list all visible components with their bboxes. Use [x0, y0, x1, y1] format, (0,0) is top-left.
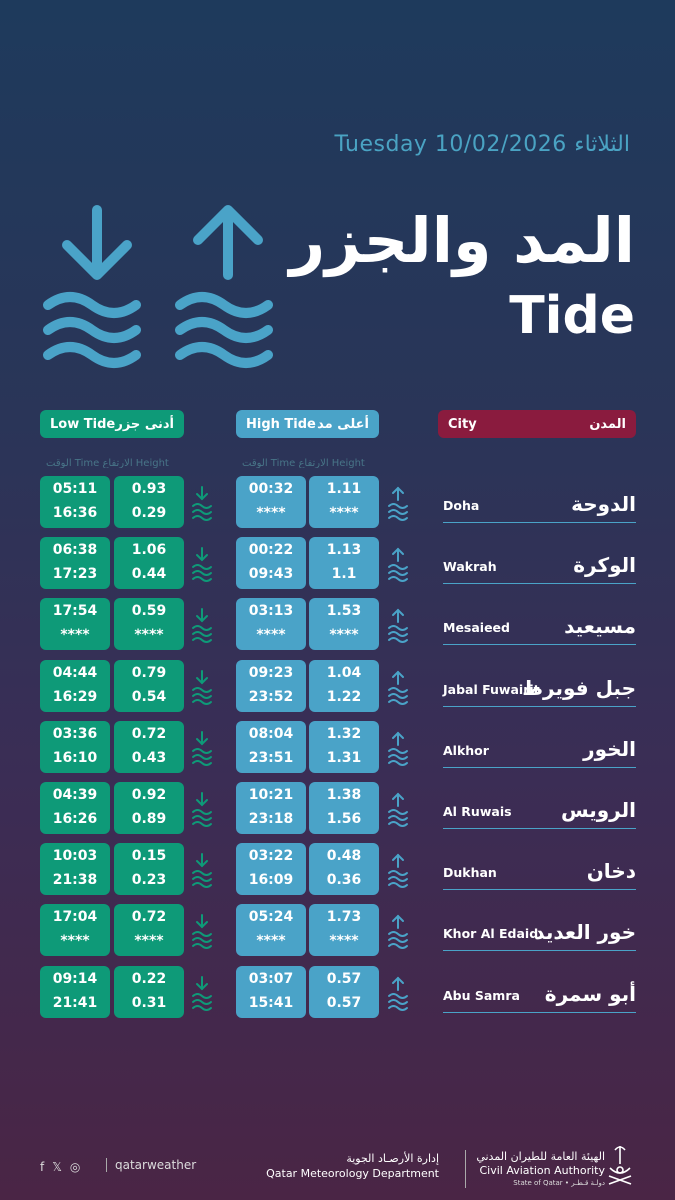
low-tide-height-value: 0.22 [131, 971, 167, 988]
high-tide-time-value: 03:13 [248, 603, 294, 620]
high-tide-time [236, 537, 306, 589]
low-tide-time-value: 21:41 [52, 995, 98, 1011]
low-tide-time-value: **** [60, 627, 90, 643]
high-tide-height-value: 1.13 [326, 542, 362, 559]
low-tide-down-icon [190, 851, 214, 891]
city-row [443, 849, 636, 890]
high-tide-up-icon [386, 790, 410, 830]
high-tide-time [236, 843, 306, 895]
city-row [443, 727, 636, 768]
low-tide-time-value: 21:38 [52, 872, 98, 888]
high-tide-height-value: 0.57 [326, 995, 362, 1011]
high-tide-height [309, 904, 379, 956]
low-tide-time-value: 16:26 [52, 811, 98, 827]
high-tide-height-value: 1.38 [326, 787, 362, 804]
high-tide-header [236, 410, 379, 438]
high-tide-label-ar: أعلى مد [317, 416, 369, 432]
high-tide-height-value: 1.56 [326, 811, 362, 827]
city-name-en: Abu Samra [443, 988, 520, 1003]
caa-authority [465, 1150, 605, 1188]
low-tide-time-value: 16:29 [52, 689, 98, 705]
low-tide-height-value: 0.23 [131, 872, 167, 888]
low-tide-down-icon [190, 545, 214, 585]
social-handle: qatarweather [106, 1158, 196, 1172]
low-tide-down-icon [190, 668, 214, 708]
city-name-ar: خور العديد [534, 920, 636, 944]
high-tide-time-value: 03:07 [248, 971, 294, 988]
city-row [443, 604, 636, 645]
low-tide-height [114, 598, 184, 650]
low-tide-time-value: 17:04 [52, 909, 98, 926]
low-tide-height-value: 0.93 [131, 481, 167, 498]
high-tide-subheader: الوقت Time الارتفاع Height [242, 458, 365, 468]
low-tide-time-value: 04:39 [52, 787, 98, 804]
high-tide-height [309, 598, 379, 650]
high-tide-height [309, 476, 379, 528]
city-row [443, 666, 636, 707]
city-header [438, 410, 636, 438]
low-tide-time [40, 660, 110, 712]
city-name-en: Jabal Fuwairit [443, 682, 540, 697]
high-tide-time [236, 782, 306, 834]
page-title-en: Tide [509, 286, 635, 346]
high-tide-up-icon [386, 545, 410, 585]
low-tide-height-value: **** [134, 627, 164, 643]
low-tide-time-value: 17:23 [52, 566, 98, 582]
low-tide-height-value: 0.79 [131, 665, 167, 682]
low-tide-down-icon [190, 729, 214, 769]
high-tide-up-icon [386, 912, 410, 952]
high-tide-height-value: 0.36 [326, 872, 362, 888]
high-tide-height-value: **** [329, 505, 359, 521]
city-name-ar: مسيعيد [564, 614, 636, 638]
high-tide-up-icon [386, 484, 410, 524]
high-tide-time-value: 10:21 [248, 787, 294, 804]
met-name-en: Qatar Meteorology Department [266, 1166, 439, 1180]
qatar-emblem-icon [605, 1142, 635, 1188]
high-tide-time-value: 09:23 [248, 665, 294, 682]
city-name-en: Dukhan [443, 865, 497, 880]
city-label-ar: المدن [589, 416, 626, 432]
met-department [266, 1152, 439, 1182]
high-tide-height [309, 843, 379, 895]
footer [0, 1150, 675, 1200]
high-tide-height-value: 1.32 [326, 726, 362, 743]
high-tide-height-value: 1.31 [326, 750, 362, 766]
low-tide-height-value: 0.29 [131, 505, 167, 521]
high-tide-height-value: 1.73 [326, 909, 362, 926]
low-tide-height-value: 0.72 [131, 726, 167, 743]
high-tide-time-value: **** [256, 505, 286, 521]
low-tide-down-icon [190, 912, 214, 952]
date-label: Tuesday 10/02/2026 الثلاثاء [334, 132, 630, 157]
high-tide-up-icon [386, 606, 410, 646]
high-tide-time-value: 09:43 [248, 566, 294, 582]
high-tide-time-value: 05:24 [248, 909, 294, 926]
low-tide-height-value: 0.72 [131, 909, 167, 926]
low-tide-height-value: 0.89 [131, 811, 167, 827]
high-tide-time [236, 598, 306, 650]
caa-name-en: Civil Aviation Authority [479, 1164, 605, 1178]
high-tide-up-icon [386, 729, 410, 769]
city-name-ar: جبل فويرط [522, 676, 636, 700]
low-tide-down-icon [190, 484, 214, 524]
city-name-ar: الوكرة [573, 553, 636, 577]
high-tide-height-value: **** [329, 627, 359, 643]
high-tide-time-value: 08:04 [248, 726, 294, 743]
low-tide-time [40, 782, 110, 834]
low-tide-time [40, 476, 110, 528]
city-name-en: Doha [443, 498, 480, 513]
city-row [443, 972, 636, 1013]
instagram-icon[interactable]: ◎ [69, 1160, 81, 1174]
low-tide-height-value: 0.54 [131, 689, 167, 705]
high-tide-height-value: 1.04 [326, 665, 362, 682]
city-name-en: Wakrah [443, 559, 497, 574]
city-name-ar: الخور [583, 737, 636, 761]
city-name-en: Al Ruwais [443, 804, 512, 819]
high-tide-time-value: 23:51 [248, 750, 294, 766]
high-tide-time-value: 03:22 [248, 848, 294, 865]
low-tide-height [114, 782, 184, 834]
low-tide-height-value: 0.44 [131, 566, 167, 582]
low-tide-height-value: 1.06 [131, 542, 167, 559]
high-tide-height-value: **** [329, 933, 359, 949]
low-tide-time-value: 04:44 [52, 665, 98, 682]
high-tide-time [236, 476, 306, 528]
city-row [443, 482, 636, 523]
high-tide-time-value: 16:09 [248, 872, 294, 888]
high-tide-height [309, 966, 379, 1018]
high-tide-height-value: 1.53 [326, 603, 362, 620]
city-name-ar: الرويس [560, 798, 636, 822]
high-tide-height [309, 721, 379, 773]
low-tide-time [40, 843, 110, 895]
low-tide-height-value: 0.43 [131, 750, 167, 766]
low-tide-height-value: 0.92 [131, 787, 167, 804]
low-tide-time-value: 16:10 [52, 750, 98, 766]
low-tide-time-value: 10:03 [52, 848, 98, 865]
low-tide-height [114, 660, 184, 712]
social-links [40, 1160, 80, 1174]
city-name-ar: أبو سمرة [544, 982, 636, 1006]
high-tide-time [236, 904, 306, 956]
low-tide-height [114, 904, 184, 956]
high-tide-time [236, 660, 306, 712]
city-name-ar: دخان [586, 859, 636, 883]
city-name-en: Mesaieed [443, 620, 510, 635]
high-tide-time-value: 23:52 [248, 689, 294, 705]
city-name-en: Alkhor [443, 743, 489, 758]
tide-hero-icon [40, 200, 290, 385]
high-tide-height [309, 660, 379, 712]
caa-state: State of Qatar • دولـة قـطـر [513, 1178, 605, 1187]
low-tide-time-value: 17:54 [52, 603, 98, 620]
high-tide-up-icon [386, 974, 410, 1014]
high-tide-time-value: 15:41 [248, 995, 294, 1011]
low-tide-height [114, 476, 184, 528]
low-tide-height [114, 537, 184, 589]
caa-name-ar: الهيئة العامة للطيران المدني [476, 1150, 605, 1163]
city-row [443, 788, 636, 829]
low-tide-height-value: 0.59 [131, 603, 167, 620]
low-tide-time [40, 721, 110, 773]
high-tide-time-value: 23:18 [248, 811, 294, 827]
high-tide-time-value: **** [256, 627, 286, 643]
page-title-ar: المد والجزر [289, 204, 635, 277]
x-icon[interactable]: 𝕏 [52, 1160, 62, 1174]
low-tide-height [114, 843, 184, 895]
low-tide-time [40, 537, 110, 589]
low-tide-time-value: 05:11 [52, 481, 98, 498]
high-tide-up-icon [386, 668, 410, 708]
high-tide-height [309, 782, 379, 834]
low-tide-time-value: 03:36 [52, 726, 98, 743]
high-tide-time [236, 966, 306, 1018]
low-tide-down-icon [190, 606, 214, 646]
high-tide-height-value: 1.22 [326, 689, 362, 705]
low-tide-down-icon [190, 974, 214, 1014]
low-tide-time [40, 598, 110, 650]
city-name-ar: الدوحة [571, 492, 636, 516]
low-tide-height [114, 721, 184, 773]
high-tide-height [309, 537, 379, 589]
low-tide-height [114, 966, 184, 1018]
high-tide-up-icon [386, 851, 410, 891]
high-tide-height-value: 1.1 [331, 566, 357, 582]
high-tide-label-en: High Tide [246, 416, 316, 432]
high-tide-height-value: 0.48 [326, 848, 362, 865]
high-tide-time-value: 00:22 [248, 542, 294, 559]
high-tide-time-value: **** [256, 933, 286, 949]
low-tide-subheader: الوقت Time الارتفاع Height [46, 458, 169, 468]
city-label-en: City [448, 416, 477, 432]
low-tide-label-en: Low Tide [50, 416, 116, 432]
low-tide-time-value: 06:38 [52, 542, 98, 559]
low-tide-time [40, 904, 110, 956]
low-tide-time-value: **** [60, 933, 90, 949]
low-tide-height-value: 0.15 [131, 848, 167, 865]
low-tide-height-value: **** [134, 933, 164, 949]
facebook-icon[interactable]: f [40, 1160, 45, 1174]
low-tide-time-value: 09:14 [52, 971, 98, 988]
low-tide-height-value: 0.31 [131, 995, 167, 1011]
city-row [443, 543, 636, 584]
high-tide-time-value: 00:32 [248, 481, 294, 498]
low-tide-time [40, 966, 110, 1018]
high-tide-height-value: 1.11 [326, 481, 362, 498]
city-row [443, 910, 636, 951]
low-tide-time-value: 16:36 [52, 505, 98, 521]
low-tide-header [40, 410, 184, 438]
city-name-en: Khor Al Edaid [443, 926, 539, 941]
high-tide-height-value: 0.57 [326, 971, 362, 988]
low-tide-down-icon [190, 790, 214, 830]
low-tide-label-ar: أدنى جزر [115, 416, 174, 432]
met-name-ar: إدارة الأرصـاد الجوية [346, 1152, 439, 1165]
high-tide-time [236, 721, 306, 773]
